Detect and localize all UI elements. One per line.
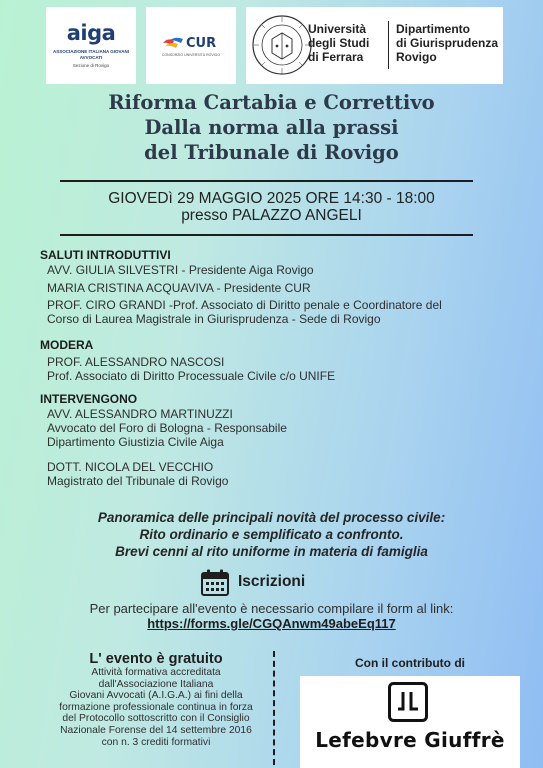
accreditation-line: dall'Associazione Italiana xyxy=(98,678,214,690)
event-title xyxy=(0,90,543,165)
sponsor-logo xyxy=(300,676,520,768)
accreditation-line: del Protocollo sottoscritto con il Consiglio xyxy=(62,713,250,725)
registration-link-row xyxy=(0,616,543,631)
aiga-logo-subtitle: ASSOCIAZIONE ITALIANA GIOVANI AVVOCATI xyxy=(53,49,129,60)
event-date: GIOVEDì 29 MAGGIO 2025 ORE 14:30 - 18:00 xyxy=(108,190,435,207)
abstract-line: Brevi cenni al rito uniforme in materia di famiglia xyxy=(115,544,428,559)
aiga-logo-word: aiga xyxy=(66,21,116,45)
cur-logo xyxy=(146,7,236,84)
speaker-line: AVV. GIULIA SILVESTRI - Presidente Aiga Rovigo xyxy=(47,263,314,277)
abstract-line: Panoramica delle principali novità del processo civile: xyxy=(97,510,446,525)
cur-mark-icon xyxy=(162,36,184,50)
modera-heading: MODERA xyxy=(40,338,94,352)
speaker-line: Dipartimento Giustizia Civile Aiga xyxy=(47,435,224,449)
aiga-logo xyxy=(46,7,136,84)
calendar-icon xyxy=(201,569,229,596)
speaker-line: MARIA CRISTINA ACQUAVIVA - Presidente CUR xyxy=(47,281,311,295)
accreditation-text xyxy=(40,667,272,748)
intervengono-heading: INTERVENGONO xyxy=(40,392,138,406)
event-place: presso PALAZZO ANGELI xyxy=(181,207,362,224)
unife-department xyxy=(396,22,498,64)
speaker-line: PROF. CIRO GRANDI -Prof. Associato di Diritto penale e Coordinatore del xyxy=(47,298,442,312)
iscrizioni-title: Iscrizioni xyxy=(238,573,306,590)
accreditation-line: Attività formativa accreditata xyxy=(91,667,221,678)
free-event-title: L' evento è gratuito xyxy=(89,651,223,667)
abstract-line: Rito ordinario e semplificato a confronto. xyxy=(139,527,404,542)
unife-logo xyxy=(246,7,503,84)
unife-name-line: di Ferrara xyxy=(308,50,364,64)
unife-name-line: Università xyxy=(308,22,367,36)
title-line: Dalla norma alla prassi xyxy=(144,116,399,139)
accreditation-line: con n. 3 crediti formativi xyxy=(101,736,211,748)
unife-dept-line: di Giurisprudenza xyxy=(396,36,499,50)
cur-logo-subtitle: CONSORZIO UNIVERSITÀ ROVIGO xyxy=(161,53,221,57)
unife-logo-divider xyxy=(388,21,389,69)
logo-bar xyxy=(0,7,543,84)
title-line: Riforma Cartabia e Correttivo xyxy=(108,91,435,114)
sponsor-heading: Con il contributo di xyxy=(355,656,465,670)
divider-bottom xyxy=(60,234,473,236)
unife-name xyxy=(308,22,369,64)
title-line: del Tribunale di Rovigo xyxy=(144,141,399,164)
iscrizioni-text: Per partecipare all'evento è necessario compilare il form al link: xyxy=(89,601,454,616)
university-seal-icon xyxy=(250,13,314,77)
unife-dept-line: Dipartimento xyxy=(396,22,471,36)
sponsor-name: Lefebvre Giuffrè xyxy=(315,728,505,752)
accreditation-line: formazione professionale continua in forza xyxy=(59,701,253,713)
speaker-line: AVV. ALESSANDRO MARTINUZZI xyxy=(47,407,233,421)
dashed-divider xyxy=(273,651,275,765)
moderator-line: Prof. Associato di Diritto Processuale Civile c/o UNIFE xyxy=(47,369,336,383)
moderator-line: PROF. ALESSANDRO NASCOSI xyxy=(47,355,225,369)
aiga-logo-section: Sezione di Rovigo xyxy=(72,63,110,68)
speaker-line: DOTT. NICOLA DEL VECCHIO xyxy=(47,460,214,474)
event-abstract xyxy=(0,509,543,560)
unife-name-line: degli Studi xyxy=(308,36,370,50)
speaker-line: Corso di Laurea Magistrale in Giurisprudenza - Sede di Rovigo xyxy=(47,312,381,326)
unife-dept-line: Rovigo xyxy=(396,50,437,64)
registration-link[interactable]: https://forms.gle/CGQAnwm49abeEq117 xyxy=(147,616,396,631)
accreditation-line: Giovani Avvocati (A.I.G.A.) ai fini della xyxy=(69,690,243,702)
speaker-line: Avvocato del Foro di Bologna - Responsabile xyxy=(47,421,287,435)
saluti-heading: SALUTI INTRODUTTIVI xyxy=(40,248,171,262)
cur-logo-word: CUR xyxy=(186,36,217,51)
accreditation-line: Nazionale Forense del 14 settembre 2016 xyxy=(60,724,252,736)
lefebvre-mark-icon xyxy=(388,682,428,722)
speaker-line: Magistrato del Tribunale di Rovigo xyxy=(47,474,229,488)
divider-top xyxy=(60,180,473,182)
